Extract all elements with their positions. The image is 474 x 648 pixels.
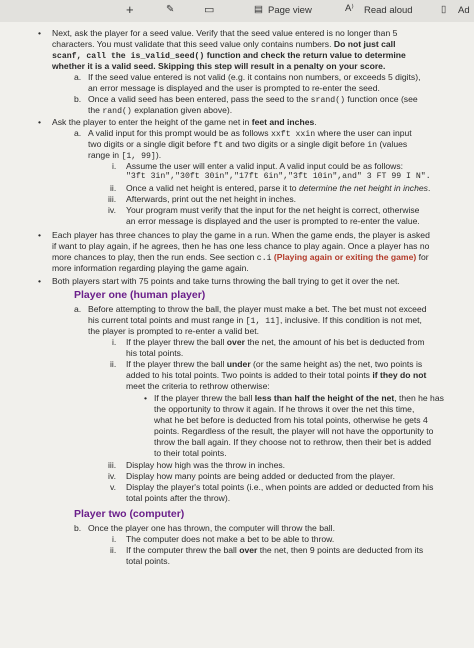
seed-b-text: Once a valid seed has been entered, pass the seed to the [88,94,311,104]
marker-height-a: a. [74,128,82,138]
height-iv-line-1: Your program must verify that the input for the net height is correct, otherwise [126,205,420,215]
marker-p2-i: i. [112,534,117,544]
marker-p1-a: a. [74,304,82,314]
height-iv-line-2: an error message is displayed and the user is prompted to re-enter the value. [126,216,420,226]
p2-ii-over: over [239,545,258,555]
bullet-points: • [38,276,42,286]
p1-i-over: over [226,337,245,347]
fit-width-icon[interactable]: ▭ [204,4,215,16]
p1-i-text: If the player threw the ball [126,337,227,347]
marker-p2-b: b. [74,523,82,533]
p1-ii-line-1 [126,359,422,370]
rethrow-line-5: throw the ball again. If they choose not to rethrow, then their bet is added [154,437,432,447]
p1-i-line-1 [126,337,425,348]
points-line-1: Both players start with 75 points and take turns throwing the ball trying to get it over the net. [52,276,400,286]
marker-p1-iii: iii. [108,460,117,470]
rethrow-line-1 [154,393,444,404]
chances-line-1: Each player has three chances to play the game in a run. When the game ends, the player is asked [52,230,430,240]
height-a2-mid: and two digits or a single digit before [222,139,368,149]
chances-line-4: more information regarding playing the game again. [52,263,249,273]
seed-a-line-2: an error message is displayed and the user is prompted to re-enter the seed. [88,83,380,93]
seed-bold: Do not just call [333,39,396,49]
player-one-heading: Player one (human player) [74,289,206,301]
bet-range-code: [1, 11] [245,317,281,326]
bullet-height: • [38,117,42,127]
marker-height-iii: iii. [108,194,117,204]
p1-v-line-2: total points after the throw). [126,493,231,503]
marker-p1-v: v. [110,482,117,492]
chances-line-2: if want to play again, if he agrees, then he has one less chance to play again. Once a player has no [52,241,430,251]
is-valid-seed-code: is_valid_seed() [130,52,205,61]
height-bold: feet and inches [251,117,315,127]
xxft-code: xxft xxin [270,130,316,139]
seed-line-3-text: function and check the return value to determine [204,50,406,60]
height-a-text: A valid input for this prompt would be as follows [88,128,271,138]
height-period: . [314,117,317,127]
marker-p1-ii: ii. [110,359,117,369]
p1-a-line-1: Before attempting to throw the ball, the player must make a bet. The bet must not exceed [88,304,427,314]
read-aloud-button[interactable]: Read aloud [364,5,413,16]
seed-line-2 [52,39,395,50]
p2-ii-tail: the net, then 9 points are deducted from its [257,545,424,555]
ft-code: ft [213,141,223,150]
height-ii-line-1 [126,183,430,194]
bullet-rethrow: • [144,393,148,403]
marker-height-ii: ii. [110,183,117,193]
p1-ii-tail: (or the same height as) the net, two points is [250,359,423,369]
height-i-examples: "3ft 3in","30ft 30in","17ft 6in","3ft 10in",and" 3 FT 99 I N". [126,172,431,181]
p1-i-line-2: his total points. [126,348,184,358]
height-i-line-1: Assume the user will enter a valid input. A valid input could be as follows: [126,161,404,171]
p1-iv-line-1: Display how many points are being added or deducted from the player. [126,471,395,481]
p1-a2-text: his current total points and must range in [88,315,246,325]
p1-ii2-text: added to his total points. Two points is added to their total points [126,370,373,380]
rethrow-bold: less than half the height of the net [254,393,395,403]
p1-ii-text: If the player threw the ball [126,359,227,369]
marker-height-iv: iv. [108,205,116,215]
height-ii-period: . [427,183,431,193]
p1-ii-line-2 [126,370,426,381]
add-text-icon: ▯ [441,4,447,15]
rand-code: rand() [102,107,132,116]
page-view-button[interactable]: Page view [268,5,312,16]
seed-text: characters. You must validate that this seed value only contains numbers. [52,39,332,49]
p1-a-line-3: the player is prompted to re-enter a valid bet. [88,326,260,336]
p1-ii-under: under [226,359,251,369]
section-ci-code: c.i [256,254,272,263]
in-code: in [367,141,378,150]
srand-code: srand() [310,96,346,105]
chances-tail: for [416,252,429,262]
range-text: range in [88,150,122,160]
add-text-button[interactable]: Ad [458,5,470,16]
document-page [0,22,474,648]
p1-a2-tail: , inclusive. If this condition is not met, [280,315,422,325]
height-line-1 [52,117,317,128]
seed-b2-tail: explanation given above). [131,105,233,115]
reader-toolbar [0,0,474,23]
p2-i-line-1: The computer does not make a bet to be able to throw. [126,534,335,544]
range-code: [1, 99] [121,152,156,161]
highlight-icon[interactable]: ✎ [166,4,175,15]
playing-again-link[interactable]: (Playing again or exiting the game) [271,252,417,262]
player-two-heading: Player two (computer) [74,508,185,520]
p1-v-line-1: Display the player's total points (i.e., when points are added or deducted from his [126,482,434,492]
height-a-tail: where the user can input [315,128,412,138]
p1-ii-line-3: meet the criteria to rethrow otherwise: [126,381,270,391]
marker-p1-iv: iv. [108,471,116,481]
p2-ii-line-1 [126,545,423,556]
height-ii-italic: determine the net height in inches [298,183,428,193]
rethrow-line-4: points. Regardless of the result, the player will not have the opportunity to [154,426,434,436]
height-a2-text: two digits or a single digit before [88,139,214,149]
height-iii-line-1: Afterwards, print out the net height in inches. [126,194,297,204]
height-text: Ask the player to enter the height of the game net in [52,117,252,127]
marker-height-i: i. [112,161,117,171]
chances-text: more chances to play, then the run ends. See section [52,252,257,262]
marker-p1-i: i. [112,337,117,347]
marker-seed-b: b. [74,94,82,104]
rethrow-text: If the player threw the ball [154,393,255,403]
p1-i-tail: the net, the amount of his bet is deducted from [244,337,425,347]
bullet-seed: • [38,28,42,38]
scanf-code: scanf, call the [52,52,131,61]
height-a2-tail: (values [377,139,408,149]
p1-iii-line-1: Display how high was the throw in inches. [126,460,286,470]
page-view-icon: ▤ [254,4,263,15]
height-ii-text: Once a valid net height is entered, parse it to [126,183,299,193]
seed-line-4: whether it is a valid seed. Skipping this step will result in a penalty on your score. [52,61,386,71]
marker-p2-ii: ii. [110,545,117,555]
seed-b-tail: function once (see [345,94,418,104]
p2-ii-text: If the computer threw the ball [126,545,240,555]
rethrow-line-3: what he bet before is deducted from his total points, otherwise he gets 4 [154,415,428,425]
read-aloud-icon: A⁾ [345,3,354,14]
add-button[interactable]: + [126,2,134,17]
p2-b-line-1: Once the player one has thrown, the computer will throw the ball. [88,523,335,533]
range-tail: ). [155,150,162,160]
bullet-chances: • [38,230,42,240]
seed-line-1: Next, ask the player for a seed value. Verify that the seed value entered is no longer than 5 [52,28,398,38]
seed-b2-text: the [88,105,103,115]
p2-ii-line-2: total points. [126,556,170,566]
seed-b-line-2 [88,105,232,118]
rethrow-line-2: the opportunity to throw it again. If he throws it over the net this time, [154,404,415,414]
rethrow-line-6: to their total points. [154,448,227,458]
seed-a-line-1: If the seed value entered is not valid (e.g. it contains non numbers, or exceeds 5 digits), [88,72,421,82]
p1-ii2-bold: if they do not [372,370,427,380]
rethrow-tail: , then he has [394,393,444,403]
marker-seed-a: a. [74,72,82,82]
